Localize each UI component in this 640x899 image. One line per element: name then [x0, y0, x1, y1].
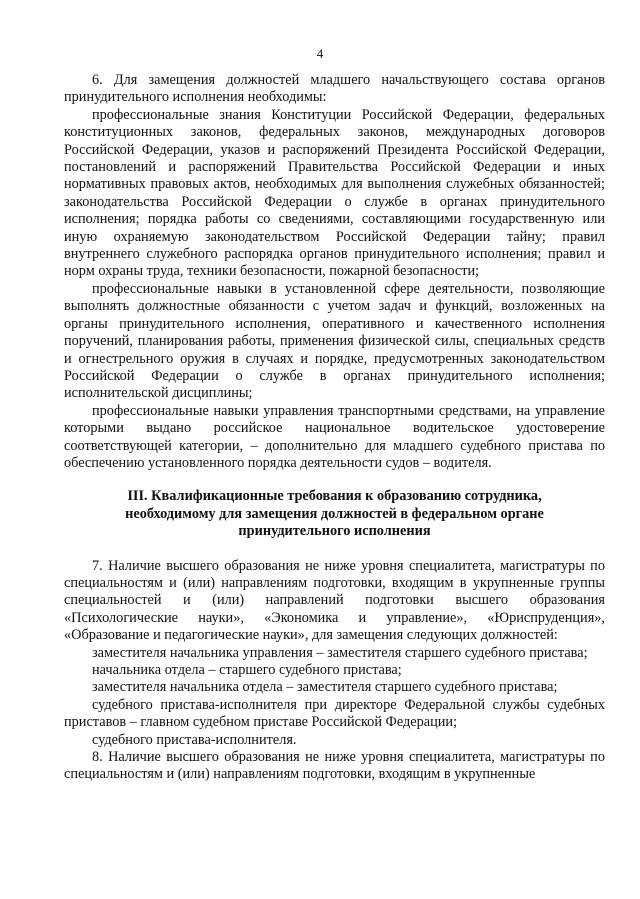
position-list-item: заместителя начальника управления – заместителя старшего судебного пристава; — [92, 644, 588, 661]
paragraph-item-7: 7. Наличие высшего образования не ниже уровня специалитета, магистратуры по специальностям и (или) направлениям подготовки, входящим в укрупненные группы специальностей и (или) направлений подготовки высшего образования «Психологические науки», «Экономика и управление», «Юриспруденция», «Образование и педагогические науки», для замещения следующих должностей: — [64, 557, 605, 644]
position-list-item: заместителя начальника отдела – заместителя старшего судебного пристава; — [92, 679, 558, 696]
document-body — [64, 72, 605, 784]
position-list-item: судебного пристава-исполнителя. — [92, 731, 297, 748]
paragraph-driving-skills: профессиональные навыки управления транспортными средствами, на управление которыми выдано российское национальное водительское удостоверение соответствующей категории, – дополнительно для младшего судебного пристава по обеспечению установленного порядка деятельности судов – водителя. — [64, 402, 605, 471]
paragraph-professional-knowledge: профессиональные знания Конституции Российской Федерации, федеральных конституционных законов, федеральных законов, международных договоров Российской Федерации, указов и распоряжений Президента Российской Федерации, постановлений и распоряжений Правительства Российской Федерации и иных нормативных правовых актов, необходимых для выполнения служебных обязанностей; законодательства Российской Федерации о службе в органах принудительного исполнения; порядка работы со сведениями, составляющими государственную или иную охраняемую законодательством Российской Федерации тайну; правил внутреннего служебного распорядка органов принудительного исполнения; правил и норм охраны труда, техники безопасности, пожарной безопасности; — [64, 106, 605, 280]
position-list-item: начальника отдела – старшего судебного пристава; — [92, 662, 402, 678]
paragraph-professional-skills: профессиональные навыки в установленной сфере деятельности, позволяющие выполнять должностные обязанности с учетом задач и функций, возложенных на органы принудительного исполнения, оперативного и качественного исполнения поручений, планирования работы, применения физической силы, специальных средств и огнестрельного оружия в случаях и порядке, предусмотренных законодательством Российской Федерации о службе в органах принудительного исполнения; исполнительской дисциплины; — [64, 280, 605, 402]
section-heading: III. Квалификационные требования к образованию сотрудника, необходимому для замещения должностей в федеральном органе принудительного исполнения — [125, 488, 544, 540]
position-list-item: судебного пристава-исполнителя при директоре Федеральной службы судебных приставов – главном судебном приставе Российской Федерации; — [64, 696, 605, 731]
paragraph-item-6-intro: 6. Для замещения должностей младшего начальствующего состава органов принудительного исполнения необходимы: — [64, 72, 605, 106]
page-number: 4 — [316, 46, 324, 61]
paragraph-item-8: 8. Наличие высшего образования не ниже уровня специалитета, магистратуры по специальностям и (или) направлениям подготовки, входящим в укрупненные — [64, 749, 605, 783]
